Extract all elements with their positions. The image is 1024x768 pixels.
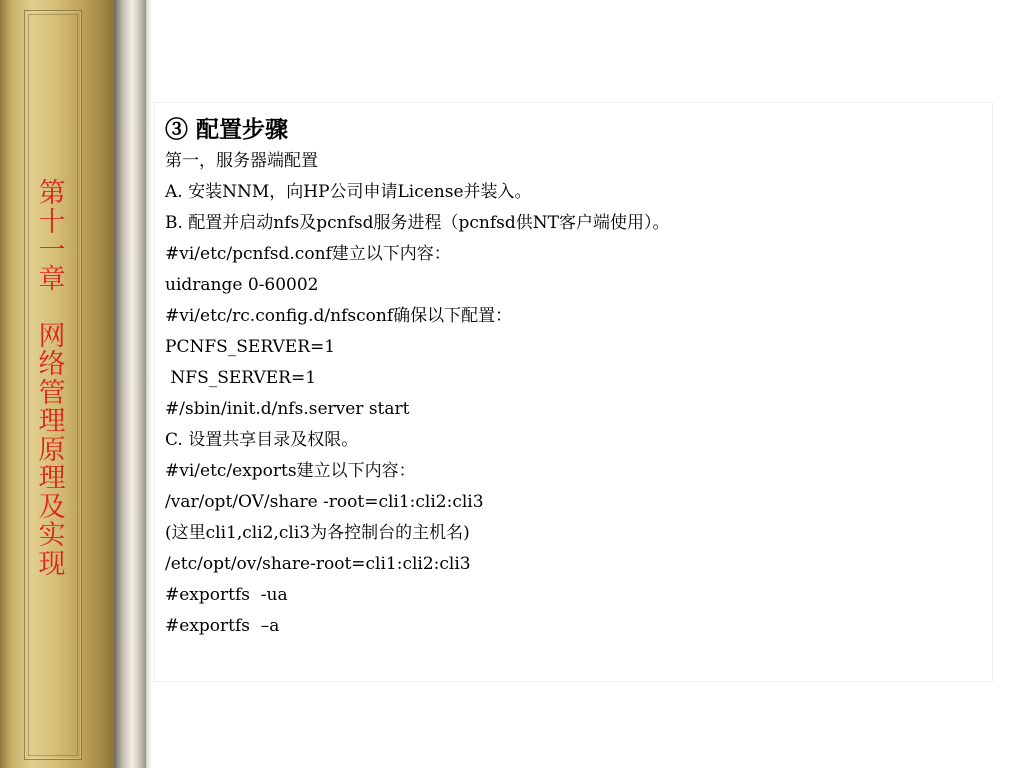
text-line: /var/opt/OV/share -root=cli1:cli2:cli3	[165, 492, 484, 512]
text-line: /etc/opt/ov/share-root=cli1:cli2:cli3	[165, 554, 471, 574]
chapter-title-char: 及	[38, 491, 66, 523]
chapter-title-char: 理	[38, 406, 66, 437]
chapter-title-char: 现	[38, 548, 66, 580]
chapter-title-char: 管	[38, 377, 66, 409]
column-shadow	[146, 0, 152, 768]
text-line: NFS_SERVER=1	[165, 368, 317, 388]
chapter-title-char: 络	[38, 349, 66, 380]
text-line: C. 设置共享目录及权限。	[165, 430, 359, 450]
text-line: #exportfs –a	[165, 616, 280, 636]
decorative-column	[114, 0, 146, 768]
slide-content-box	[154, 102, 993, 682]
chapter-title-char: 实	[38, 520, 66, 551]
chapter-title-char: 章	[38, 263, 66, 295]
slide-heading: ③ 配置步骤	[165, 116, 289, 143]
text-line: #vi/etc/pcnfsd.conf建立以下内容：	[165, 244, 451, 264]
text-line: B. 配置并启动nfs及pcnfsd服务进程（pcnfsd供NT客户端使用）。	[165, 213, 670, 233]
text-line: 第一，服务器端配置	[165, 151, 318, 171]
text-line: #exportfs -ua	[165, 585, 288, 605]
chapter-title	[34, 180, 70, 579]
chapter-title-char: 十	[38, 206, 66, 238]
slide-text-lines	[165, 146, 669, 642]
text-line: #vi/etc/exports建立以下内容：	[165, 461, 416, 481]
text-line: (这里cli1,cli2,cli3为各控制台的主机名)	[165, 523, 470, 543]
text-line: #vi/etc/rc.config.d/nfsconf确保以下配置：	[165, 306, 513, 326]
decorative-side-panel	[0, 0, 114, 768]
text-line: PCNFS_SERVER=1	[165, 337, 336, 357]
text-line: #/sbin/init.d/nfs.server start	[165, 399, 410, 419]
chapter-title-gap	[34, 294, 70, 323]
text-line: uidrange 0-60002	[165, 275, 319, 295]
text-line: A. 安装NNM，向HP公司申请License并装入。	[165, 182, 532, 202]
chapter-title-char: 第	[38, 178, 66, 209]
chapter-title-char: 网	[38, 320, 66, 352]
chapter-title-char: 理	[38, 463, 66, 494]
chapter-title-char: 一	[38, 235, 66, 266]
chapter-title-char: 原	[38, 434, 66, 466]
